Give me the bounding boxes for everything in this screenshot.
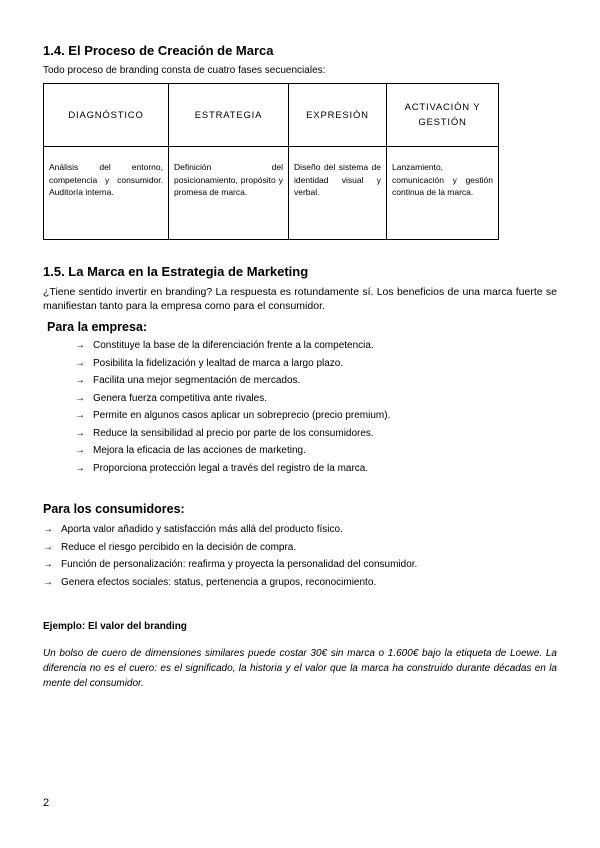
- page-number: 2: [43, 797, 50, 809]
- list-item: → Proporciona protección legal a través del registro de la marca.: [75, 460, 390, 478]
- table-header-cell: DIAGNÓSTICO: [44, 84, 169, 147]
- arrow-icon: →: [75, 462, 85, 474]
- list-item: → Genera fuerza competitiva ante rivales.: [75, 390, 390, 408]
- phases-table: [43, 83, 499, 240]
- arrow-icon: →: [75, 392, 85, 404]
- table-header-cell: ESTRATEGIA: [169, 84, 289, 147]
- table-header-cell: ACTIVACIÓN Y GESTIÓN: [387, 84, 499, 147]
- list-item: → Genera efectos sociales: status, pertenencia a grupos, reconocimiento.: [43, 574, 417, 592]
- section-intro: Todo proceso de branding consta de cuatro fases secuenciales:: [43, 65, 326, 76]
- table-row: [44, 147, 499, 240]
- example-text: Un bolso de cuero de dimensiones similares puede costar 30€ sin marca o 1.600€ bajo la etiqueta de Loewe. La diferencia no es el cuero: es el significado, la historia y el valor que la marca ha construido durante décadas en la mente del consumidor.: [43, 648, 557, 689]
- arrow-icon: →: [43, 524, 53, 535]
- list-item: → Posibilita la fidelización y lealtad de marca a largo plazo.: [75, 355, 390, 373]
- arrow-icon: →: [75, 410, 85, 421]
- example-title: Ejemplo: El valor del branding: [43, 621, 187, 632]
- empresa-list: [75, 337, 390, 477]
- arrow-icon: →: [43, 541, 53, 553]
- consumidores-list: [43, 521, 417, 591]
- table-header-row: [44, 84, 499, 147]
- list-item: → Aporta valor añadido y satisfacción más allá del producto físico.: [43, 521, 417, 539]
- section-title-1-4: 1.4. El Proceso de Creación de Marca: [43, 43, 274, 58]
- arrow-icon: →: [75, 340, 85, 351]
- arrow-icon: →: [75, 427, 85, 439]
- section-title-1-5: 1.5. La Marca en la Estrategia de Marketing: [43, 264, 309, 279]
- table-cell: Diseño del sistema de identidad visual y verbal.: [289, 147, 387, 240]
- list-item: → Reduce la sensibilidad al precio por parte de los consumidores.: [75, 425, 390, 443]
- table-cell: Análisis del entorno, competencia y consumidor. Auditoría interna.: [44, 147, 169, 240]
- list-item: → Facilita una mejor segmentación de mercados.: [75, 372, 390, 390]
- arrow-icon: →: [75, 375, 85, 386]
- arrow-icon: →: [43, 559, 53, 570]
- section-paragraph: ¿Tiene sentido invertir en branding? La respuesta es rotundamente sí. Los beneficios de una marca fuerte se manifiestan tanto para la empresa como para el consumidor.: [43, 286, 557, 312]
- list-item: → Constituye la base de la diferenciación frente a la competencia.: [75, 337, 390, 355]
- table-cell: Lanzamiento, comunicación y gestión continua de la marca.: [387, 147, 499, 240]
- list-item: → Mejora la eficacia de las acciones de marketing.: [75, 442, 390, 460]
- arrow-icon: →: [75, 445, 85, 456]
- list-item: → Reduce el riesgo percibido en la decisión de compra.: [43, 539, 417, 557]
- arrow-icon: →: [43, 576, 53, 588]
- subheading-consumidores: Para los consumidores:: [43, 502, 185, 516]
- arrow-icon: →: [75, 357, 85, 369]
- table-header-cell: EXPRESIÓN: [289, 84, 387, 147]
- subheading-empresa: Para la empresa:: [47, 320, 148, 334]
- table-cell: Definición del posicionamiento, propósito y promesa de marca.: [169, 147, 289, 240]
- list-item: → Función de personalización: reafirma y proyecta la personalidad del consumidor.: [43, 556, 417, 574]
- list-item: → Permite en algunos casos aplicar un sobreprecio (precio premium).: [75, 407, 390, 425]
